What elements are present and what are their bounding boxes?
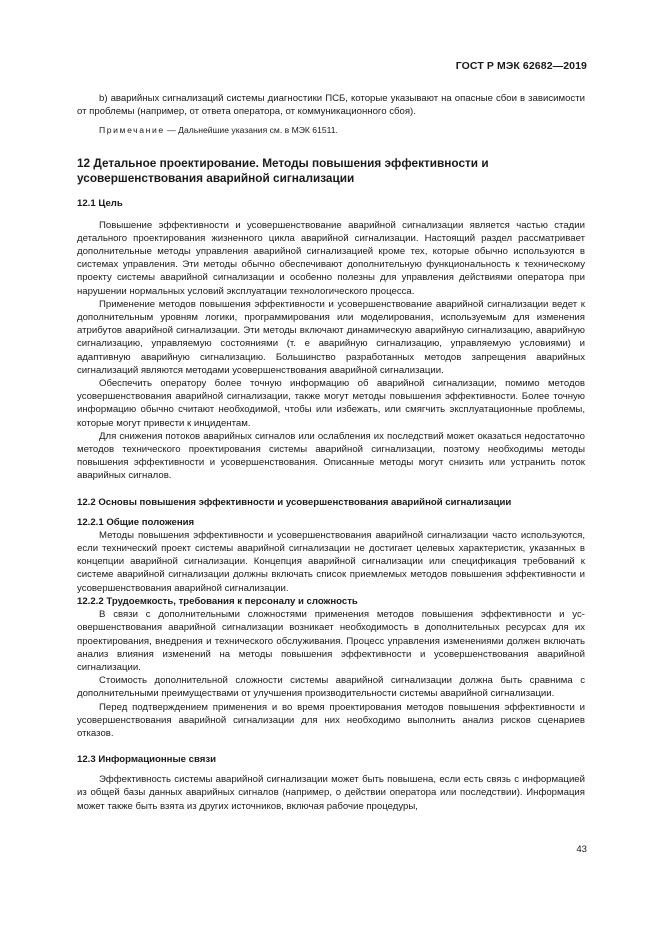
paragraph: Методы повышения эффективности и усовершенствования аварийной сигнализации часто используются, если технический проект системы аварийной сигнализации не достигает целевых характеристик, указанных в концепции аварийной сигнализации. Концепция аварийной сигнализации или спецификация требований к системе аварийной сигнализации должны включать список приемлемых методов повышения эффективности и усовершенствования аварийной сигнализации. xyxy=(77,529,585,594)
section-12-1-heading: 12.1 Цель xyxy=(77,197,123,209)
paragraph: Эффективность системы аварийной сигнализации может быть повышена, если есть связь с информацией из общей базы данных аварийных сигналов (например, о действии оператора или последствии). Информация может также быть взята из других источников, включая рабочие процедуры, xyxy=(77,774,585,812)
note xyxy=(77,124,585,137)
paragraph: Для снижения потоков аварийных сигналов или ослабления их последствий может оказаться недостаточно методов технического проектирования системы аварийной сигнализации, поэтому необходимы методы повышения эффективности и усовершенствования. Описанные методы могут снизить или устранить поток аварийных сигналов. xyxy=(77,430,585,482)
paragraph: Стоимость дополнительной сложности системы аварийной сигнализации должна быть сравнима с дополнительными преимуществами от улучшения производительности системы аварийной сигнализации. xyxy=(77,675,585,700)
section-12-2-2-heading: 12.2.2 Трудоемкость, требования к персоналу и сложность xyxy=(77,595,358,607)
section-12-2-1-heading: 12.2.1 Общие положения xyxy=(77,516,195,528)
section-12-3-heading: 12.3 Информационные связи xyxy=(77,754,217,766)
note-label: Примечание xyxy=(99,125,165,136)
paragraph: Повышение эффективности и усовершенствование аварийной сигнализации является частью стадии детального проектирования жизненного цикла аварийной сигнализации. Настоящий раздел рассматривает дополнительные методы управления аварийной сигнализацией кроме тех, которые обычно используются в системах управления. Эти методы обычно обеспечивают дополнительную функциональность к техническому проекту системы аварийной сигнализации и особенно полезны для управления действиями оператора при нарушении нормальных условий эксплуатации технологического процесса. xyxy=(77,219,585,297)
section-12-title: 12 Детальное проектирование. Методы повышения эффективности и усовершенствования аварийной сигнализации xyxy=(77,155,489,185)
paragraph: Обеспечить оператору более точную информацию об аварийной сигнализации, помимо методов усовершенствования аварийной сигнализации, также могут методы повышения эффективности. Более точную информацию обычно считают необходимой, чтобы или избежать, или смягчить эксплуатационные проблемы, которые могут привести к инцидентам. xyxy=(77,378,585,429)
section-12-2-heading: 12.2 Основы повышения эффективности и усовершенствования аварийной сигнализации xyxy=(77,496,512,508)
paragraph: Перед подтверждением применения и во время проектирования методов повышения эффективности и усовершенствования аварийной сигнализации для них необходимо выполнить анализ рисков сценариев отказов. xyxy=(77,701,585,739)
page-number: 43 xyxy=(576,844,587,855)
paragraph: Применение методов повышения эффективности и усовершенствование аварийной сигнализации ведет к дополнительным уровням логики, программирования или моделирования, используемым для изменения атрибутов аварийной сигнализации. Эти методы включают динамическую аварийную сигнализацию, аварийную сигнализацию, управляемую состояниями (т. е аварийную сигнализацию, управляемую условиями) и адаптивную аварийную сигнализацию. Большинство разработанных методов запрещения аварийных сигнализаций являются методами усовершенствования аварийной сигнализации. xyxy=(77,298,585,376)
list-item-b: b) аварийных сигнализаций системы диагностики ПСБ, которые указывают на опасные сбои в зависимости от проблемы (например, от ответа оператора, от коммуникационного сбоя). xyxy=(77,93,585,118)
page-content xyxy=(77,92,585,813)
note-text: — Дальнейшие указания см. в МЭК 61511. xyxy=(164,125,338,136)
paragraph: В связи с дополнительными сложностями применения методов повышения эффективности и усовершенствования аварийной сигнализации возникает необходимость в дополнительных ресурсах для их проектирования, внедрения и технического обслуживания. Процесс управления изменениями должен включать анализ влияния изменений на методы повышения эффективности и усовершенствования аварийной сигнализации. xyxy=(77,609,585,673)
document-header: ГОСТ Р МЭК 62682—2019 xyxy=(455,60,587,72)
